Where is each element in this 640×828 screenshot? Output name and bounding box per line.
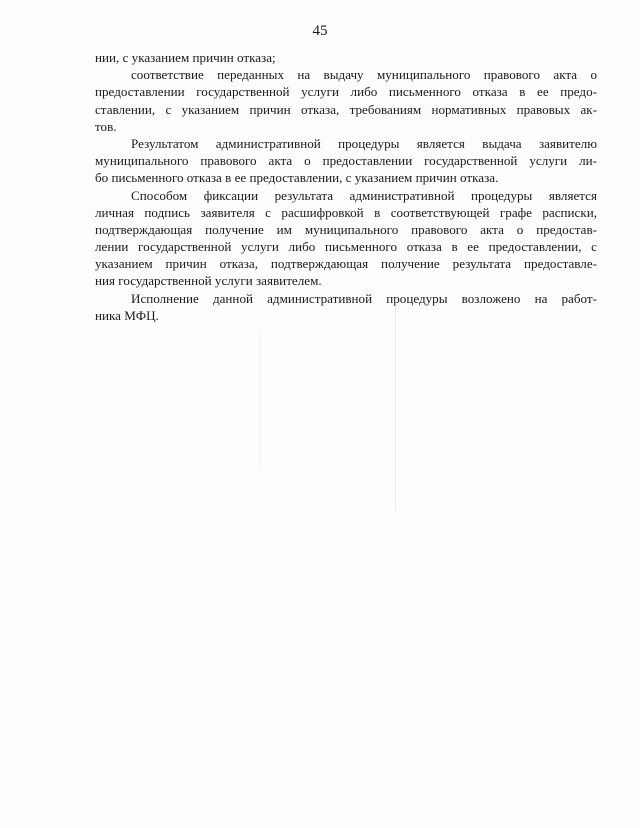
text-line: личная подпись заявителя с расшифровкой в соответствующей графе расписки, — [95, 204, 597, 220]
paragraph — [95, 290, 597, 324]
text-line: указанием причин отказа, подтверждающая получение результата предоставле- — [95, 256, 597, 272]
scan-artifact — [260, 330, 261, 470]
text-line: подтверждающая получение им муниципального правового акта о предостав- — [95, 221, 597, 237]
paragraph — [95, 66, 597, 135]
scan-artifact — [395, 300, 396, 510]
paragraph — [95, 187, 597, 290]
paragraph — [95, 49, 597, 66]
page-number: 45 — [312, 23, 328, 39]
text-line: Способом фиксации результата административной процедуры является — [131, 187, 597, 203]
text-line: соответствие переданных на выдачу муниципального правового акта о — [131, 67, 597, 83]
text-line: тов. — [95, 118, 117, 134]
text-line: муниципального правового акта о предоставлении государственной услуги ли- — [95, 153, 597, 169]
text-line: Исполнение данной административной процедуры возложено на работ- — [131, 290, 597, 306]
text-line: ставлении, с указанием причин отказа, требованиям нормативных правовых ак- — [95, 101, 597, 117]
text-line: предоставлении государственной услуги либо письменного отказа в ее предо- — [95, 84, 597, 100]
text-line: нии, с указанием причин отказа; — [95, 50, 276, 65]
text-line: бо письменного отказа в ее предоставлении, с указанием причин отказа. — [95, 170, 499, 186]
document-body — [95, 49, 597, 324]
paragraph — [95, 135, 597, 187]
text-line: ника МФЦ. — [95, 307, 159, 323]
text-line: Результатом административной процедуры является выдача заявителю — [131, 135, 597, 151]
text-line: ния государственной услуги заявителем. — [95, 273, 322, 289]
text-line: лении государственной услуги либо письменного отказа в ее предоставлении, с — [95, 239, 597, 255]
